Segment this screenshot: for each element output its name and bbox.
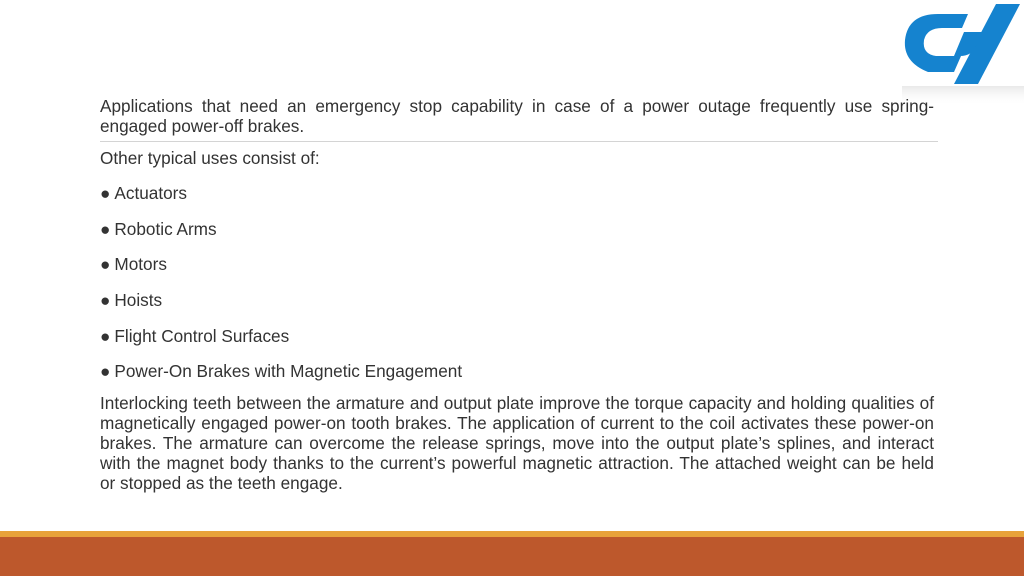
bullet-dot-icon: ● xyxy=(100,325,111,346)
list-item: ● Power-On Brakes with Magnetic Engagement xyxy=(100,361,463,382)
slide-content xyxy=(100,96,934,493)
divider xyxy=(100,141,938,142)
cy-logo-icon xyxy=(898,0,1024,106)
list-item: ● Actuators xyxy=(100,183,187,203)
list-item: ● Motors xyxy=(100,254,167,275)
bullet-dot-icon: ● xyxy=(100,361,111,382)
footer-bar xyxy=(0,537,1024,576)
uses-heading: Other typical uses consist of: xyxy=(100,148,320,168)
closing-paragraph: Interlocking teeth between the armature and output plate improve the torque capacity and holding qualities of magnetically engaged power-on tooth brakes. The application of current to the coil activates these power-on brakes. The armature can overcome the release springs, move into the output plate’s splines, and interact with the magnet body thanks to the current’s powerful magnetic attraction. The attached weight can be held or stopped as the teeth engage. xyxy=(100,393,934,494)
bullet-dot-icon: ● xyxy=(100,290,111,311)
list-item: ● Flight Control Surfaces xyxy=(100,325,290,346)
uses-list xyxy=(100,183,934,381)
list-item: ● Hoists xyxy=(100,290,163,311)
list-item: ● Robotic Arms xyxy=(100,218,217,239)
bullet-dot-icon: ● xyxy=(100,254,111,275)
intro-paragraph: Applications that need an emergency stop capability in case of a power outage frequently use spring-engaged power-off brakes. xyxy=(100,96,934,136)
bullet-dot-icon: ● xyxy=(100,183,111,203)
bullet-dot-icon: ● xyxy=(100,218,111,239)
